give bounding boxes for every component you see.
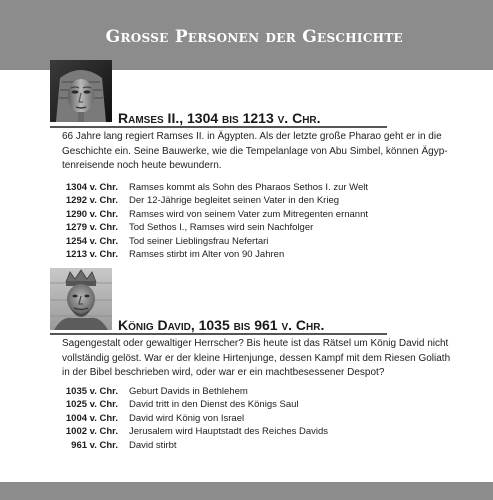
- timeline-row: [62, 221, 462, 234]
- timeline-date: 1004 v. Chr.: [65, 412, 118, 424]
- timeline-date: 1279 v. Chr.: [65, 222, 118, 234]
- timeline-row: [62, 181, 462, 194]
- timeline-row: [62, 398, 462, 411]
- timeline-date: 1254 v. Chr.: [65, 235, 118, 247]
- timeline-date: 1290 v. Chr.: [65, 208, 118, 220]
- timeline-date: 1002 v. Chr.: [65, 426, 118, 438]
- intro-line: vollständig gelöst. War er der kleine Hirtenjunge, dessen Kampf mit dem Riesen Goliath: [62, 352, 451, 364]
- timeline-event: Der 12-Jährige begleitet seinen Vater in den Krieg: [129, 195, 340, 207]
- timeline-event: Tod seiner Lieblingsfrau Nefertari: [129, 235, 269, 247]
- timeline-row: [62, 235, 462, 248]
- section-heading: König David, 1035 bis 961 v. Chr.: [118, 317, 325, 333]
- intro-text: [62, 337, 467, 381]
- intro-text: [62, 130, 467, 174]
- timeline-event: Ramses kommt als Sohn des Pharaos Sethos I. zur Welt: [129, 182, 369, 193]
- king-statue-icon: [50, 268, 112, 330]
- intro-line: Sagengestalt oder gewaltiger Herrscher? Bis heute ist das Rätsel um König David nicht: [62, 338, 449, 349]
- timeline-date: 1304 v. Chr.: [65, 182, 118, 193]
- timeline-row: [62, 194, 462, 207]
- timeline-row: [62, 208, 462, 221]
- timeline-event: Geburt Davids in Bethlehem: [129, 386, 248, 397]
- timeline-row: [62, 412, 462, 425]
- section-ramses: [50, 60, 470, 260]
- timeline-event: David stirbt: [129, 439, 177, 451]
- section-heading: Ramses II., 1304 bis 1213 v. Chr.: [118, 110, 321, 126]
- page-title: Grosse Personen der Geschichte: [105, 27, 403, 47]
- intro-line: in der Bibel beschrieben wird, oder war er ein machtbesessener Despot?: [62, 367, 385, 378]
- heading-divider: [50, 126, 387, 128]
- timeline-date: 1025 v. Chr.: [65, 399, 118, 411]
- timeline-event: David tritt in den Dienst des Königs Saul: [129, 399, 299, 411]
- timeline-date: 961 v. Chr.: [71, 439, 118, 451]
- timeline-row: [62, 385, 462, 398]
- heading-divider: [50, 333, 387, 335]
- timeline-row: [62, 439, 462, 452]
- timeline-row: [62, 248, 462, 261]
- timeline: [62, 385, 462, 452]
- section-david: [50, 268, 470, 468]
- timeline-row: [62, 425, 462, 438]
- intro-line: 66 Jahre lang regiert Ramses II. in Ägypten. Als der letzte große Pharao geht er in die: [62, 131, 442, 142]
- intro-line: tenreisende noch heute bewundern.: [62, 160, 222, 171]
- timeline-date: 1213 v. Chr.: [65, 248, 118, 260]
- timeline-event: Ramses wird von seinem Vater zum Mitregenten ernannt: [129, 208, 369, 220]
- timeline-event: Tod Sethos I., Ramses wird sein Nachfolger: [129, 222, 314, 234]
- intro-line: Geschichte ein. Seine Bauwerke, wie die Tempelanlage von Abu Simbel, können Ägyp-: [62, 145, 448, 157]
- timeline-event: David wird König von Israel: [129, 412, 245, 424]
- timeline-event: Ramses stirbt im Alter von 90 Jahren: [129, 248, 285, 260]
- pharaoh-statue-icon: [50, 60, 112, 122]
- timeline: [62, 181, 462, 261]
- timeline-date: 1292 v. Chr.: [65, 195, 118, 207]
- timeline-date: 1035 v. Chr.: [65, 386, 118, 397]
- footer-bar: [0, 482, 493, 500]
- timeline-event: Jerusalem wird Hauptstadt des Reiches Davids: [129, 426, 329, 438]
